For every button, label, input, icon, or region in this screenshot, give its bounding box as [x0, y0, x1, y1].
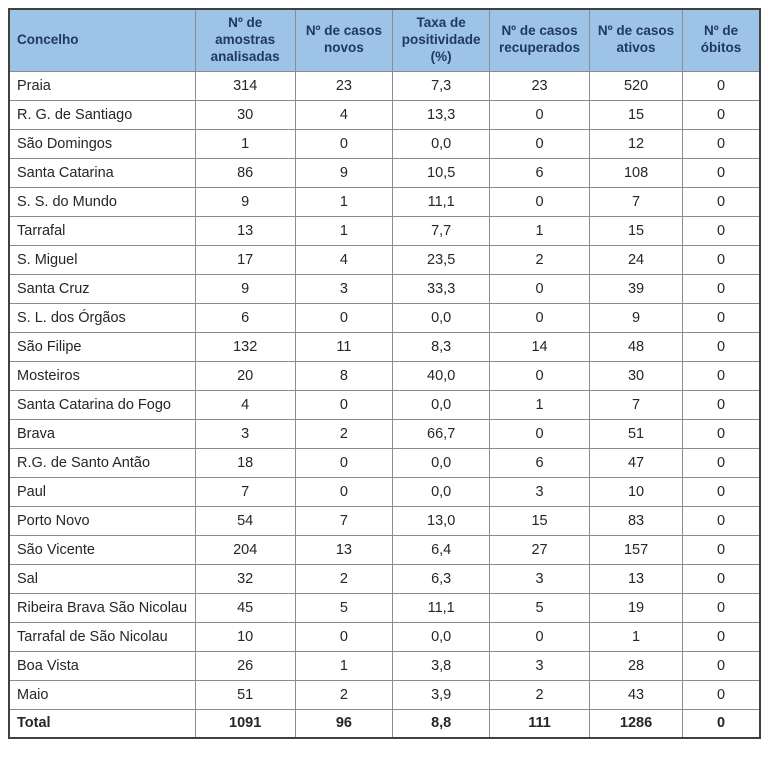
value-cell: 13,3: [393, 100, 490, 129]
value-cell: 0,0: [393, 622, 490, 651]
table-row: [9, 274, 760, 303]
value-cell: 6: [490, 448, 590, 477]
table-body: [9, 71, 760, 738]
concelho-cell: Total: [9, 709, 195, 738]
value-cell: 9: [195, 274, 295, 303]
value-cell: 23: [295, 71, 393, 100]
table-row: [9, 303, 760, 332]
value-cell: 39: [589, 274, 682, 303]
value-cell: 2: [490, 245, 590, 274]
value-cell: 15: [490, 506, 590, 535]
value-cell: 2: [490, 680, 590, 709]
value-cell: 0: [683, 477, 760, 506]
concelho-cell: Paul: [9, 477, 195, 506]
value-cell: 6: [490, 158, 590, 187]
value-cell: 2: [295, 564, 393, 593]
value-cell: 0: [683, 129, 760, 158]
table-row: [9, 71, 760, 100]
value-cell: 7,7: [393, 216, 490, 245]
value-cell: 0: [683, 448, 760, 477]
value-cell: 3: [490, 477, 590, 506]
value-cell: 108: [589, 158, 682, 187]
value-cell: 0: [683, 622, 760, 651]
concelho-statistics-table: [8, 8, 761, 739]
concelho-cell: São Domingos: [9, 129, 195, 158]
value-cell: 51: [195, 680, 295, 709]
value-cell: 0: [490, 419, 590, 448]
value-cell: 24: [589, 245, 682, 274]
value-cell: 27: [490, 535, 590, 564]
value-cell: 157: [589, 535, 682, 564]
table-row: [9, 622, 760, 651]
concelho-cell: R.G. de Santo Antão: [9, 448, 195, 477]
table-row: [9, 187, 760, 216]
column-header-6: Nº de óbitos: [683, 9, 760, 71]
value-cell: 1: [295, 651, 393, 680]
value-cell: 10: [589, 477, 682, 506]
value-cell: 11,1: [393, 187, 490, 216]
concelho-cell: Tarrafal de São Nicolau: [9, 622, 195, 651]
value-cell: 7: [195, 477, 295, 506]
value-cell: 0: [683, 651, 760, 680]
value-cell: 7: [589, 390, 682, 419]
value-cell: 17: [195, 245, 295, 274]
concelho-cell: Sal: [9, 564, 195, 593]
value-cell: 43: [589, 680, 682, 709]
value-cell: 0: [683, 506, 760, 535]
concelho-cell: Santa Cruz: [9, 274, 195, 303]
concelho-cell: Mosteiros: [9, 361, 195, 390]
value-cell: 1: [295, 187, 393, 216]
value-cell: 6,4: [393, 535, 490, 564]
value-cell: 11: [295, 332, 393, 361]
value-cell: 0,0: [393, 390, 490, 419]
concelho-cell: Santa Catarina do Fogo: [9, 390, 195, 419]
table-row: [9, 651, 760, 680]
value-cell: 30: [589, 361, 682, 390]
value-cell: 32: [195, 564, 295, 593]
value-cell: 204: [195, 535, 295, 564]
value-cell: 3: [490, 651, 590, 680]
value-cell: 0: [295, 622, 393, 651]
value-cell: 1091: [195, 709, 295, 738]
concelho-cell: Brava: [9, 419, 195, 448]
column-header-1: Nº de amostras analisadas: [195, 9, 295, 71]
value-cell: 19: [589, 593, 682, 622]
value-cell: 0: [683, 564, 760, 593]
value-cell: 0: [490, 303, 590, 332]
column-header-5: Nº de casos ativos: [589, 9, 682, 71]
value-cell: 30: [195, 100, 295, 129]
table-row: [9, 129, 760, 158]
table-row: [9, 593, 760, 622]
value-cell: 6: [195, 303, 295, 332]
value-cell: 83: [589, 506, 682, 535]
value-cell: 13,0: [393, 506, 490, 535]
value-cell: 9: [295, 158, 393, 187]
value-cell: 0,0: [393, 303, 490, 332]
value-cell: 96: [295, 709, 393, 738]
column-header-3: Taxa de positividade (%): [393, 9, 490, 71]
value-cell: 23,5: [393, 245, 490, 274]
value-cell: 2: [295, 419, 393, 448]
value-cell: 0: [295, 390, 393, 419]
value-cell: 1286: [589, 709, 682, 738]
value-cell: 4: [295, 245, 393, 274]
value-cell: 0: [683, 390, 760, 419]
table-row: [9, 419, 760, 448]
concelho-cell: Tarrafal: [9, 216, 195, 245]
value-cell: 9: [589, 303, 682, 332]
value-cell: 45: [195, 593, 295, 622]
value-cell: 4: [295, 100, 393, 129]
value-cell: 66,7: [393, 419, 490, 448]
table-row: [9, 361, 760, 390]
total-row: [9, 709, 760, 738]
value-cell: 4: [195, 390, 295, 419]
value-cell: 0: [683, 535, 760, 564]
table-row: [9, 506, 760, 535]
table-row: [9, 158, 760, 187]
value-cell: 7,3: [393, 71, 490, 100]
header-row: [9, 9, 760, 71]
value-cell: 0: [683, 274, 760, 303]
value-cell: 47: [589, 448, 682, 477]
column-header-0: Concelho: [9, 9, 195, 71]
value-cell: 0: [295, 129, 393, 158]
value-cell: 10: [195, 622, 295, 651]
value-cell: 520: [589, 71, 682, 100]
value-cell: 10,5: [393, 158, 490, 187]
value-cell: 0: [295, 303, 393, 332]
value-cell: 11,1: [393, 593, 490, 622]
value-cell: 28: [589, 651, 682, 680]
value-cell: 0: [683, 245, 760, 274]
value-cell: 2: [295, 680, 393, 709]
concelho-statistics-table-container: [8, 8, 761, 739]
value-cell: 23: [490, 71, 590, 100]
table-row: [9, 216, 760, 245]
value-cell: 0: [490, 129, 590, 158]
value-cell: 0: [683, 216, 760, 245]
value-cell: 0,0: [393, 477, 490, 506]
value-cell: 0: [683, 303, 760, 332]
concelho-cell: Boa Vista: [9, 651, 195, 680]
table-row: [9, 245, 760, 274]
value-cell: 86: [195, 158, 295, 187]
value-cell: 314: [195, 71, 295, 100]
table-header: [9, 9, 760, 71]
value-cell: 18: [195, 448, 295, 477]
concelho-cell: São Filipe: [9, 332, 195, 361]
value-cell: 3,9: [393, 680, 490, 709]
value-cell: 1: [490, 216, 590, 245]
value-cell: 3: [195, 419, 295, 448]
table-row: [9, 564, 760, 593]
value-cell: 3: [295, 274, 393, 303]
value-cell: 0: [295, 477, 393, 506]
value-cell: 20: [195, 361, 295, 390]
value-cell: 6,3: [393, 564, 490, 593]
value-cell: 0: [683, 332, 760, 361]
table-row: [9, 535, 760, 564]
concelho-cell: Maio: [9, 680, 195, 709]
value-cell: 0: [683, 71, 760, 100]
concelho-cell: S. L. dos Órgãos: [9, 303, 195, 332]
value-cell: 7: [295, 506, 393, 535]
value-cell: 3,8: [393, 651, 490, 680]
value-cell: 0: [683, 100, 760, 129]
table-row: [9, 332, 760, 361]
value-cell: 0,0: [393, 448, 490, 477]
value-cell: 8: [295, 361, 393, 390]
table-row: [9, 390, 760, 419]
value-cell: 0: [683, 593, 760, 622]
value-cell: 0: [683, 709, 760, 738]
value-cell: 15: [589, 216, 682, 245]
concelho-cell: R. G. de Santiago: [9, 100, 195, 129]
concelho-cell: S. Miguel: [9, 245, 195, 274]
value-cell: 9: [195, 187, 295, 216]
table-row: [9, 680, 760, 709]
value-cell: 1: [195, 129, 295, 158]
value-cell: 0: [683, 680, 760, 709]
value-cell: 0: [490, 187, 590, 216]
value-cell: 0: [683, 419, 760, 448]
concelho-cell: Ribeira Brava São Nicolau: [9, 593, 195, 622]
value-cell: 13: [295, 535, 393, 564]
value-cell: 40,0: [393, 361, 490, 390]
column-header-2: Nº de casos novos: [295, 9, 393, 71]
column-header-4: Nº de casos recuperados: [490, 9, 590, 71]
concelho-cell: Porto Novo: [9, 506, 195, 535]
value-cell: 0: [490, 622, 590, 651]
value-cell: 0: [490, 274, 590, 303]
value-cell: 15: [589, 100, 682, 129]
value-cell: 26: [195, 651, 295, 680]
value-cell: 111: [490, 709, 590, 738]
value-cell: 12: [589, 129, 682, 158]
value-cell: 0,0: [393, 129, 490, 158]
value-cell: 51: [589, 419, 682, 448]
value-cell: 1: [295, 216, 393, 245]
table-row: [9, 477, 760, 506]
table-row: [9, 448, 760, 477]
value-cell: 5: [295, 593, 393, 622]
value-cell: 0: [490, 100, 590, 129]
value-cell: 3: [490, 564, 590, 593]
value-cell: 33,3: [393, 274, 490, 303]
value-cell: 14: [490, 332, 590, 361]
value-cell: 13: [195, 216, 295, 245]
value-cell: 0: [295, 448, 393, 477]
concelho-cell: Santa Catarina: [9, 158, 195, 187]
value-cell: 1: [490, 390, 590, 419]
value-cell: 1: [589, 622, 682, 651]
value-cell: 7: [589, 187, 682, 216]
concelho-cell: S. S. do Mundo: [9, 187, 195, 216]
value-cell: 13: [589, 564, 682, 593]
value-cell: 8,3: [393, 332, 490, 361]
table-row: [9, 100, 760, 129]
value-cell: 0: [683, 187, 760, 216]
value-cell: 5: [490, 593, 590, 622]
value-cell: 48: [589, 332, 682, 361]
value-cell: 0: [490, 361, 590, 390]
value-cell: 8,8: [393, 709, 490, 738]
concelho-cell: São Vicente: [9, 535, 195, 564]
value-cell: 0: [683, 361, 760, 390]
value-cell: 54: [195, 506, 295, 535]
value-cell: 132: [195, 332, 295, 361]
concelho-cell: Praia: [9, 71, 195, 100]
value-cell: 0: [683, 158, 760, 187]
